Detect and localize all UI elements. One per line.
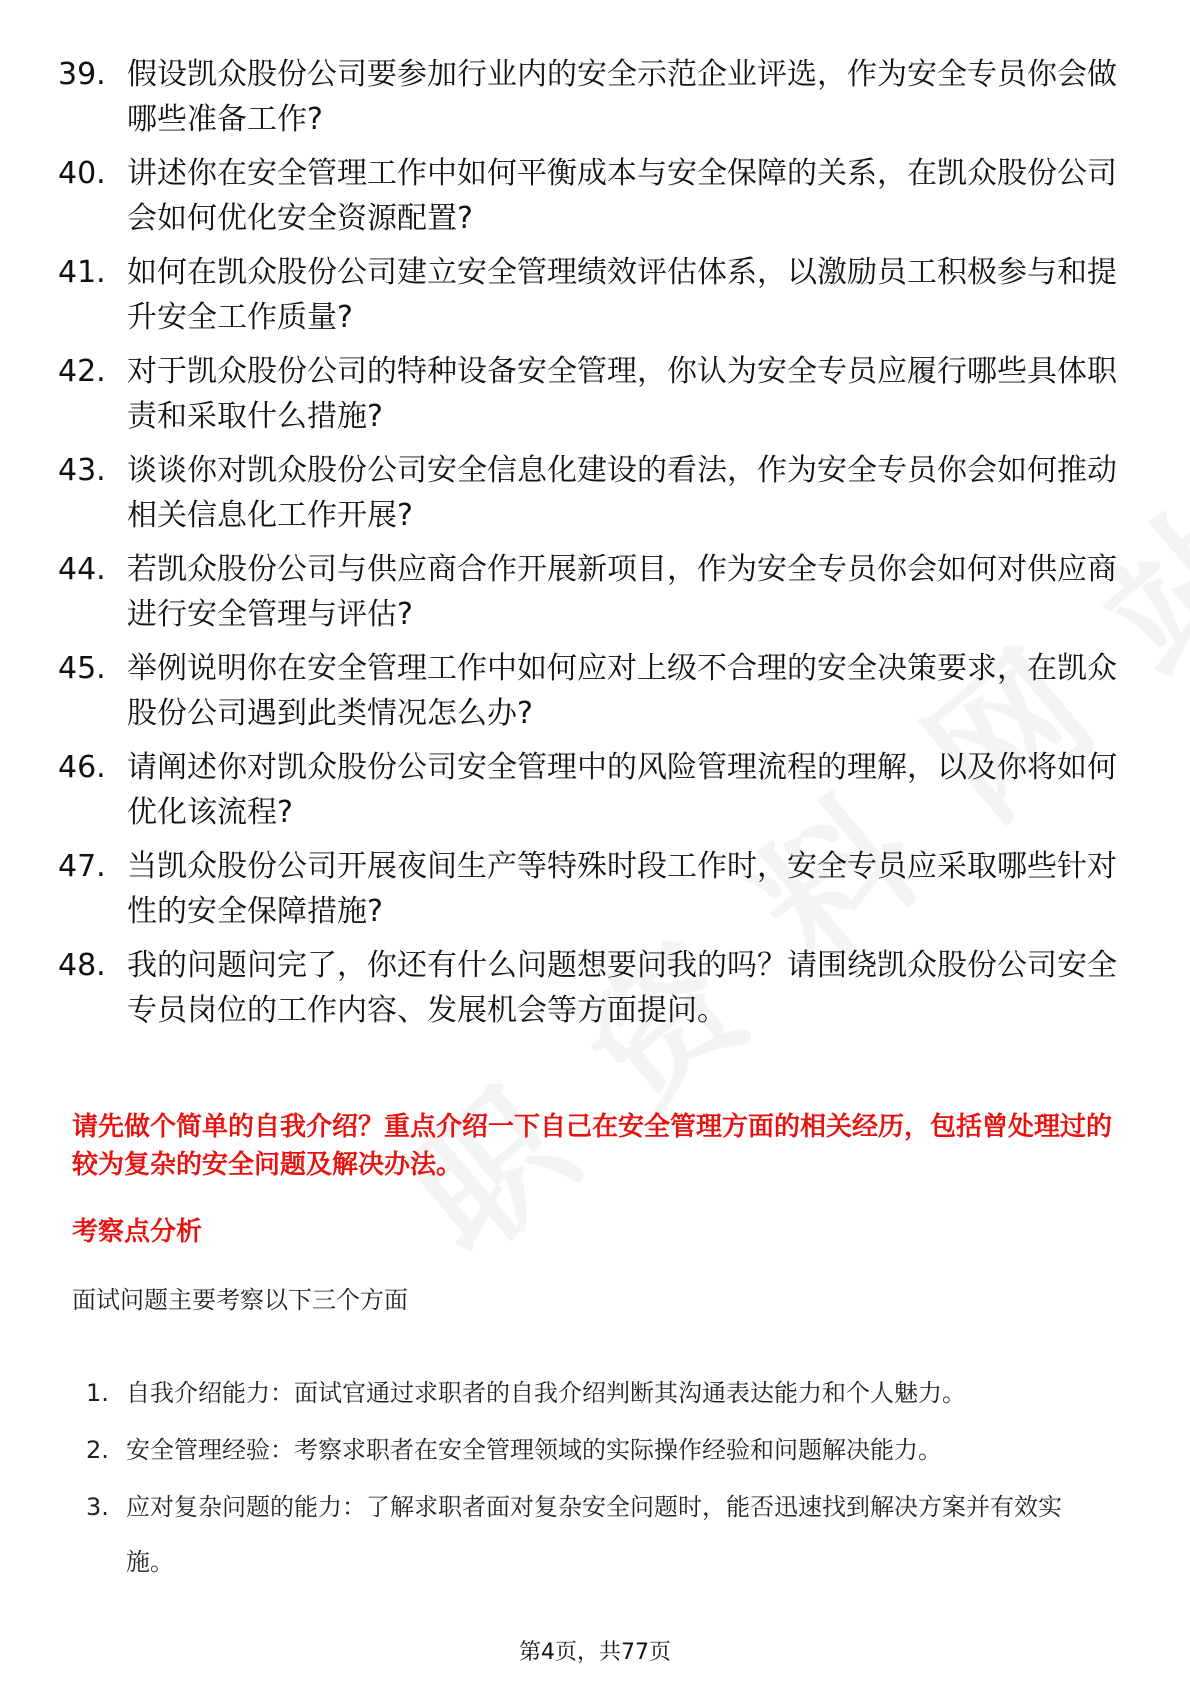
question-number: 43. [58,453,106,488]
question-item [58,646,1128,736]
question-number: 42. [58,354,106,389]
highlight-question: 请先做个简单的自我介绍？重点介绍一下自己在安全管理方面的相关经历，包括曾处理过的较为复杂的安全问题及解决办法。 [72,1112,1113,1180]
point-number: 1. [86,1379,109,1407]
analysis-point [86,1423,1126,1478]
question-text: 如何在凯众股份公司建立安全管理绩效评估体系，以激励员工积极参与和提升安全工作质量? [127,255,1117,335]
point-text: 安全管理经验：考察求职者在安全管理领域的实际操作经验和问题解决能力。 [126,1436,942,1464]
question-item [58,349,1128,439]
question-text: 我的问题问完了，你还有什么问题想要问我的吗？请围绕凯众股份公司安全专员岗位的工作内容、发展机会等方面提问。 [127,948,1117,1028]
analysis-points [86,1366,1126,1592]
question-list [58,52,1128,1042]
question-text: 讲述你在安全管理工作中如何平衡成本与安全保障的关系，在凯众股份公司会如何优化安全资源配置? [127,156,1117,236]
question-number: 39. [58,57,106,92]
question-number: 47. [58,849,106,884]
question-text: 若凯众股份公司与供应商合作开展新项目，作为安全专员你会如何对供应商进行安全管理与评估? [127,552,1117,632]
question-text: 对于凯众股份公司的特种设备安全管理，你认为安全专员应履行哪些具体职责和采取什么措施? [127,354,1117,434]
question-number: 41. [58,255,106,290]
question-item [58,943,1128,1033]
point-text: 自我介绍能力：面试官通过求职者的自我介绍判断其沟通表达能力和个人魅力。 [126,1379,966,1407]
question-text: 谈谈你对凯众股份公司安全信息化建设的看法，作为安全专员你会如何推动相关信息化工作开展? [127,453,1117,533]
page-footer: 第4页，共77页 [519,1640,671,1665]
question-number: 46. [58,750,106,785]
question-number: 44. [58,552,106,587]
analysis-point [86,1366,1126,1421]
analysis-intro: 面试问题主要考察以下三个方面 [72,1286,408,1314]
analysis-heading: 考察点分析 [72,1217,203,1247]
question-item [58,250,1128,340]
question-item [58,547,1128,637]
question-item [58,52,1128,142]
question-text: 请阐述你对凯众股份公司安全管理中的风险管理流程的理解，以及你将如何优化该流程? [127,750,1117,830]
point-number: 2. [86,1436,109,1464]
question-number: 40. [58,156,106,191]
point-text: 应对复杂问题的能力：了解求职者面对复杂安全问题时，能否迅速找到解决方案并有效实施。 [126,1493,1062,1576]
question-text: 假设凯众股份公司要参加行业内的安全示范企业评选，作为安全专员你会做哪些准备工作? [127,57,1117,137]
question-item [58,448,1128,538]
question-item [58,151,1128,241]
analysis-point [86,1480,1126,1590]
question-number: 48. [58,948,106,983]
question-number: 45. [58,651,106,686]
question-text: 举例说明你在安全管理工作中如何应对上级不合理的安全决策要求，在凯众股份公司遇到此类情况怎么办? [127,651,1117,731]
question-text: 当凯众股份公司开展夜间生产等特殊时段工作时，安全专员应采取哪些针对性的安全保障措施? [127,849,1117,929]
point-number: 3. [86,1493,109,1521]
question-item [58,745,1128,835]
question-item [58,844,1128,934]
